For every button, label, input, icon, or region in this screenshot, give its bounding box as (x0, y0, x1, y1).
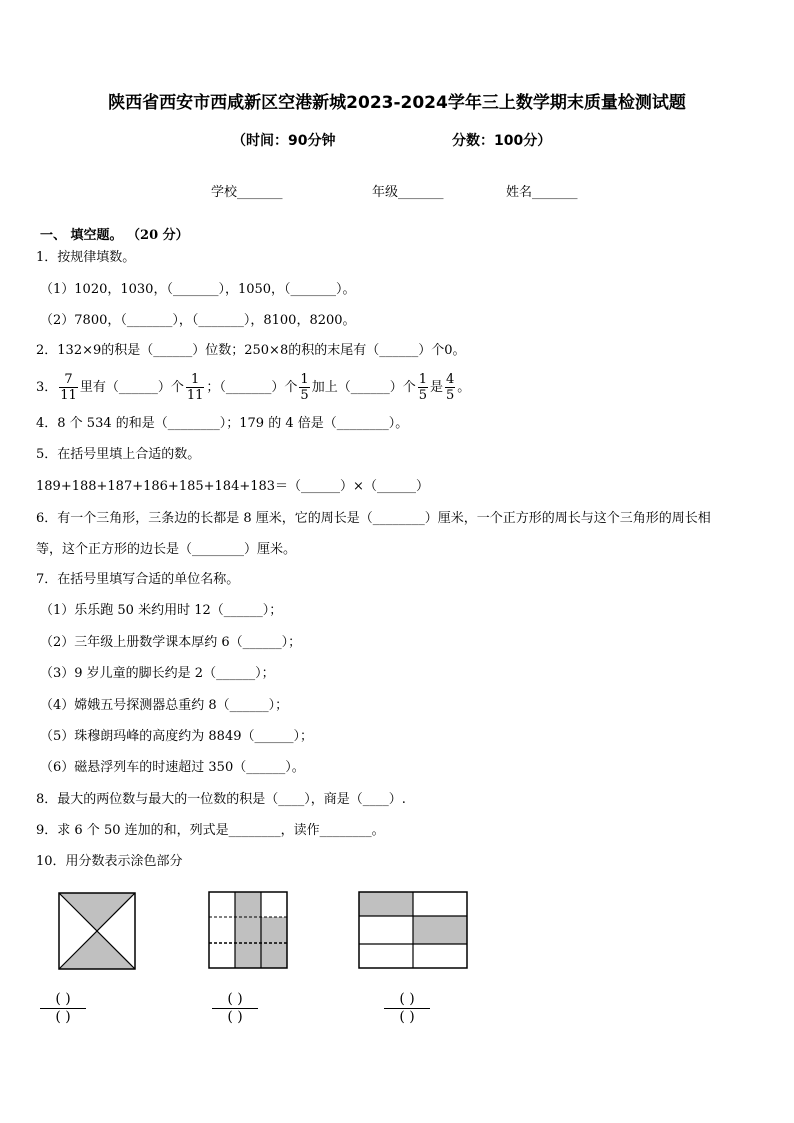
answer-fraction-1[interactable] (40, 991, 86, 1026)
q3-text: 是 (429, 380, 443, 395)
section-heading: 一、 填空题。 （20 分） (40, 228, 189, 243)
shaded-top-left (359, 892, 413, 916)
figure-2-grid (208, 891, 288, 969)
question-4: 4．8 个 534 的和是（________）；179 的 4 倍是（________）。 (36, 416, 409, 431)
q3-text: 里有（______）个 (79, 380, 184, 395)
q3-text: 加上（______）个 (311, 380, 416, 395)
name-field: 姓名_______ (506, 185, 578, 200)
question-8: 8．最大的两位数与最大的一位数的积是（____），商是（____）. (36, 792, 406, 807)
school-field: 学校_______ (211, 185, 283, 200)
figure-3-rectangle (358, 891, 468, 969)
shaded-bottom-triangle (59, 931, 135, 969)
shaded-bottom-right (413, 916, 467, 944)
fraction: $\frac{1}{5}$ (300, 372, 309, 403)
shaded-column-top (235, 892, 261, 917)
question-1: 1．按规律填数。 (36, 250, 136, 265)
answer-denominator[interactable]: ( ) (227, 1009, 243, 1025)
fraction: $\frac{1}{11}$ (186, 372, 204, 403)
q3-text: 。 (457, 380, 471, 395)
exam-score: 分数：100分） (452, 133, 552, 149)
question-6-line-1: 6．有一个三角形，三条边的长都是 8 厘米，它的周长是（________）厘米，一个正方形的周长与这个三角形的周长相 (36, 511, 711, 526)
exam-time: （时间：90分钟 (232, 133, 336, 149)
question-7-3: （3）9 岁儿童的脚长约是 2（______）； (40, 666, 275, 681)
figure-1-diagonal-square (58, 892, 136, 970)
question-7: 7．在括号里填写合适的单位名称。 (36, 572, 240, 587)
question-10: 10．用分数表示涂色部分 (36, 854, 183, 869)
question-6-line-2: 等，这个正方形的边长是（________）厘米。 (36, 542, 297, 557)
page-title: 陕西省西安市西咸新区空港新城2023-2024学年三上数学期末质量检测试题 (108, 93, 686, 113)
question-5-1: 189+188+187+186+185+184+183＝（______）×（______） (36, 479, 429, 494)
question-7-2: （2）三年级上册数学课本厚约 6（______）； (40, 635, 302, 650)
answer-numerator[interactable]: ( ) (40, 991, 86, 1009)
question-1-1: （1）1020，1030，（_______），1050，（_______）。 (40, 282, 356, 297)
answer-denominator[interactable]: ( ) (399, 1009, 415, 1025)
question-9: 9．求 6 个 50 连加的和，列式是________，读作________。 (36, 823, 385, 838)
shaded-top-triangle (59, 893, 135, 931)
grade-field: 年级_______ (372, 185, 444, 200)
answer-numerator[interactable]: ( ) (212, 991, 258, 1009)
question-2: 2．132×9的积是（______）位数；250×8的积的末尾有（______）个0。 (36, 343, 466, 358)
answer-fraction-3[interactable] (384, 991, 430, 1026)
answer-denominator[interactable]: ( ) (55, 1009, 71, 1025)
answer-fraction-2[interactable] (212, 991, 258, 1026)
fraction: $\frac{7}{11}$ (60, 372, 77, 403)
question-5: 5．在括号里填上合适的数。 (36, 447, 201, 462)
question-7-4: （4）嫦娥五号探测器总重约 8（______）； (40, 698, 289, 713)
question-7-1: （1）乐乐跑 50 米约用时 12（______）； (40, 603, 283, 618)
q3-text: ；（_______）个 (206, 380, 298, 395)
answer-numerator[interactable]: ( ) (384, 991, 430, 1009)
question-7-6: （6）磁悬浮列车的时速超过 350（______）。 (40, 760, 305, 775)
fraction: $\frac{4}{5}$ (446, 372, 455, 403)
q3-prefix: 3． (36, 380, 58, 395)
fraction: $\frac{1}{5}$ (418, 372, 427, 403)
question-1-2: （2）7800，（_______），（_______），8100，8200。 (40, 313, 356, 328)
question-7-5: （5）珠穆朗玛峰的高度约为 8849（______）； (40, 729, 313, 744)
question-3 (36, 368, 470, 408)
